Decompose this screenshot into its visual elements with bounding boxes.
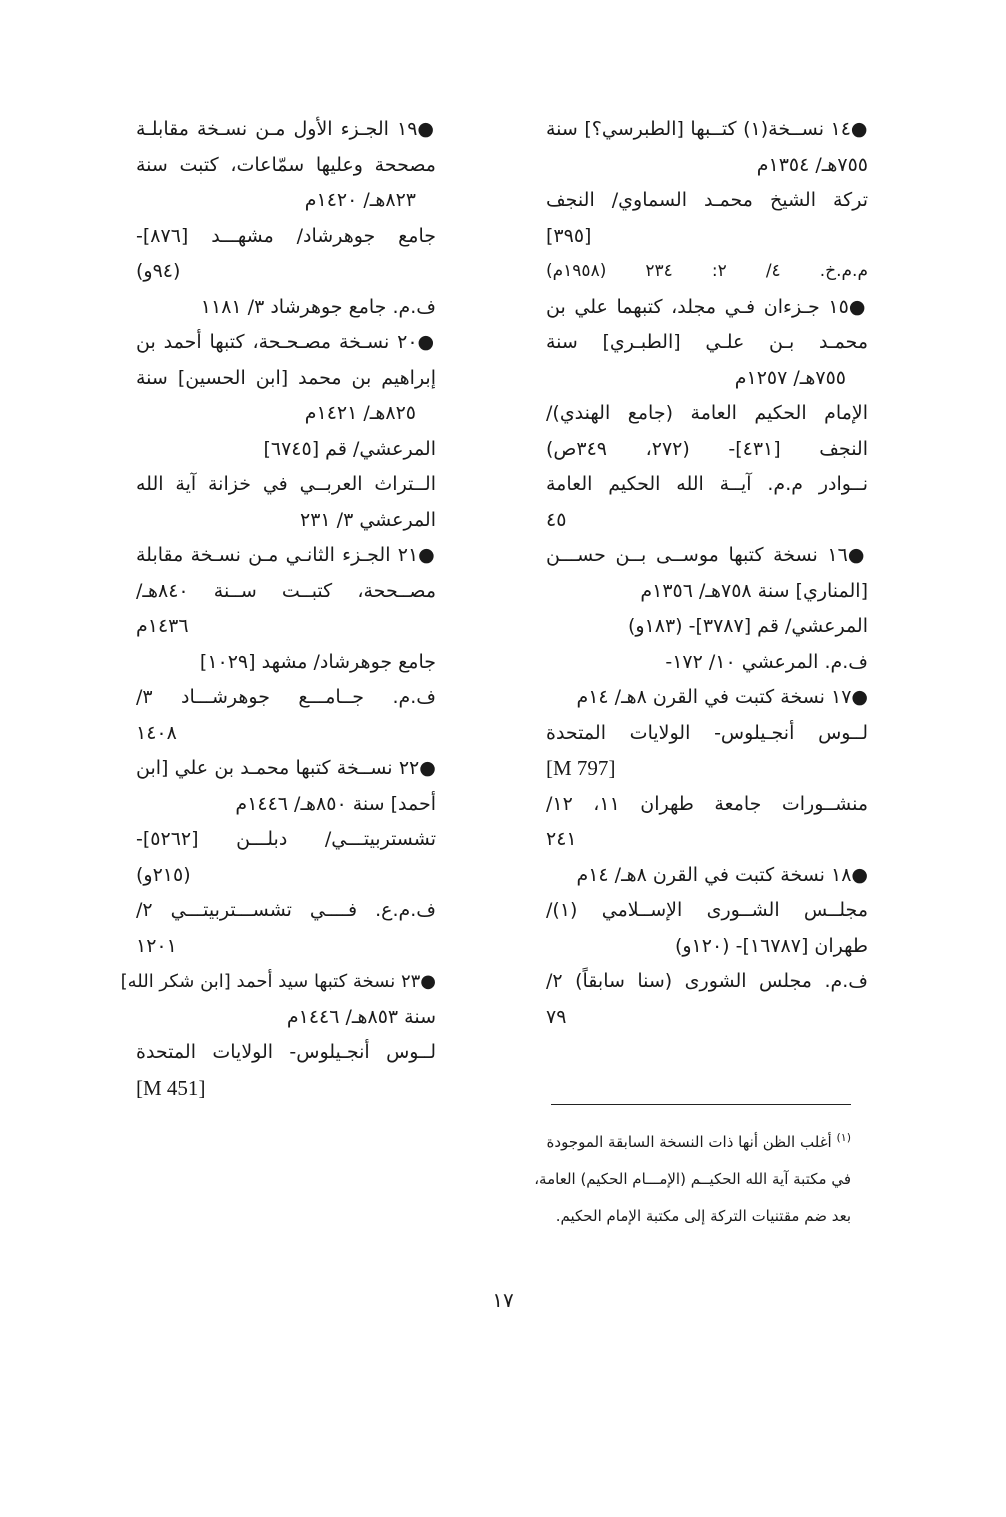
footnote-marker: (١) xyxy=(836,1131,851,1144)
entry-line: جامع جوهرشاد/ مشهد [١٠٢٩] xyxy=(199,650,436,673)
entry-line: [المناري] سنة ٧٥٨هـ/ ١٣٥٦م xyxy=(640,579,868,602)
entry-line: ٢٤١ xyxy=(546,828,577,850)
entry-line: ●١٨ نسخة كتبت في القرن ٨هـ/ ١٤م xyxy=(576,863,868,886)
entry-line: ●١٧ نسخة كتبت في القرن ٨هـ/ ١٤م xyxy=(576,686,868,708)
entry-line: المرعشي/ قم [٣٧٨٧]- (١٨٣و) xyxy=(627,615,868,637)
entry-line: النجف [٤٣١]- (٢٧٢، ٣٤٩ص) xyxy=(546,437,868,460)
entry-line: ●١٩ الجـزء الأول مـن نسـخة مقابلـة xyxy=(136,118,436,140)
entry-line: (٢١٥و) xyxy=(136,863,191,886)
entry-line: ٧٩ xyxy=(546,1005,567,1028)
manuscript-entry-14 xyxy=(546,112,868,290)
entry-line: ف.م. المرعشي ١٠/ ١٧٢- xyxy=(665,650,868,673)
entry-line: ف.م. مجلس الشورى (سنا سابقاً) ٢/ xyxy=(546,970,868,992)
entry-line: ف.م.ع. فــــي تشســـتربيتـــي ٢/ xyxy=(136,899,436,921)
entry-line: الإمام الحكيم العامة (جامع الهندي)/ xyxy=(546,402,868,424)
entry-line: أحمد] سنة ٨٥٠هـ/ ١٤٤٦م xyxy=(235,792,436,815)
manuscript-entry-22 xyxy=(136,751,436,964)
entry-line: ●٢٣ نسخة كتبها سيد أحمد [ابن شكر الله] xyxy=(120,971,436,992)
entry-line: المرعشي ٣/ ٢٣١ xyxy=(300,508,436,531)
entry-line: ●١٤ نســخة(١) كتــبها [الطبرسي؟] سنة xyxy=(546,118,868,140)
page-number: ١٧ xyxy=(492,1288,514,1312)
manuscript-entry-21 xyxy=(136,538,436,751)
entry-line: لــوس أنجـيلوس- الولايات المتحدة xyxy=(136,1041,436,1063)
entry-line: ●١٥ جـزءان فـي مجلد، كتبهما علي بن xyxy=(546,295,868,318)
column-left xyxy=(120,112,436,1106)
footnote-divider xyxy=(551,1104,851,1105)
entry-line: ٧٥٥هـ/ ١٣٥٤م xyxy=(756,153,868,176)
entry-line: نــوادر م.م. آيــة الله الحكيم العامة xyxy=(546,473,868,495)
footnote-line xyxy=(531,1119,851,1161)
entry-line: ٨٢٣هـ/ ١٤٢٠م xyxy=(304,189,416,211)
entry-line: ١٤٣٦م xyxy=(136,615,189,637)
entry-line: م.م.خ. ٤/ ٢: ٢٣٤ (١٩٥٨م) xyxy=(546,261,868,281)
entry-line: تشستربيتـــي/ دبلـــن [٥٢٦٢]- xyxy=(136,828,436,850)
entry-line: ●٢١ الجـزء الثانـي مـن نسـخة مقابلة xyxy=(136,544,436,566)
manuscript-entry-17 xyxy=(546,680,868,858)
manuscript-entry-19 xyxy=(136,112,436,325)
entry-line: لــوس أنجـيلوس- الولايات المتحدة xyxy=(546,721,868,744)
entry-line: مصححة وعليها سمّاعات، كتبت سنة xyxy=(136,153,436,176)
entry-line: ف.م. جامع جوهرشاد ٣/ ١١٨١ xyxy=(200,295,436,318)
manuscript-entry-23 xyxy=(120,964,436,1106)
manuscript-entry-20 xyxy=(136,325,436,538)
manuscript-entry-18 xyxy=(546,858,868,1036)
entry-line: ●١٦ نسخة كتبها موســى بــن حســـن xyxy=(546,544,868,566)
footnote-line: بعد ضم مقتنيات التركة إلى مكتبة الإمام الحكيم. xyxy=(555,1207,851,1225)
entry-line: مجلــس الشــورى الإســلامي (١)/ xyxy=(546,899,868,921)
entry-line: ٨٢٥هـ/ ١٤٢١م xyxy=(304,402,416,424)
entry-line: ١٤٠٨ xyxy=(136,721,177,744)
entry-line: ٧٥٥هـ/ ١٢٥٧م xyxy=(734,366,846,389)
entry-line: ●٢٠ نسـخة مصـحـحة، كتبها أحمد بن xyxy=(136,331,436,353)
entry-line: ١٢٠١ xyxy=(136,934,177,957)
entry-line: [M 451] xyxy=(136,1075,206,1100)
entry-line: (٩٤و) xyxy=(136,260,181,282)
entry-line: مصــححة، كتبــت ســنة ٨٤٠هـ/ xyxy=(136,579,436,602)
entry-line: المرعشي/ قم [٦٧٤٥] xyxy=(263,437,436,460)
footnote-line: في مكتبة آية الله الحكيــم (الإمـــام الحكيم) العامة، xyxy=(534,1170,851,1188)
entry-line: [٣٩٥] xyxy=(546,224,592,247)
footnote xyxy=(531,1119,851,1235)
entry-line: [M 797] xyxy=(546,756,616,780)
entry-line: الــتراث العربــي في خزانة آية الله xyxy=(136,473,436,495)
entry-line: تركة الشيخ محمـد السماوي/ النجف xyxy=(546,189,868,211)
entry-line: إبراهيم بن محمد [ابن الحسين] سنة xyxy=(136,366,436,389)
entry-line: جامع جوهرشاد/ مشهـــد [٨٧٦]- xyxy=(136,224,436,247)
entry-line: طهران [١٦٧٨٧]- (١٢٠و) xyxy=(674,934,868,957)
entry-line: ●٢٢ نســخة كتبها محمـد بن علي [ابن xyxy=(136,757,436,779)
column-right xyxy=(546,112,868,1035)
entry-line: منشــورات جامعة طهران ١١، ١٢/ xyxy=(546,792,869,815)
entry-line: سنة ٨٥٣هـ/ ١٤٤٦م xyxy=(286,1005,436,1028)
entry-line: ف.م. جــامـــع جوهرشـــاد ٣/ xyxy=(136,686,436,708)
manuscript-entry-16 xyxy=(546,538,868,680)
entry-line: ٤٥ xyxy=(546,508,567,531)
entry-line: محمـد بـن علـي [الطبـري] سنة xyxy=(546,331,868,353)
footnote-text: أغلب الظن أنها ذات النسخة السابقة الموجودة xyxy=(546,1133,832,1151)
manuscript-entry-15 xyxy=(546,290,868,539)
